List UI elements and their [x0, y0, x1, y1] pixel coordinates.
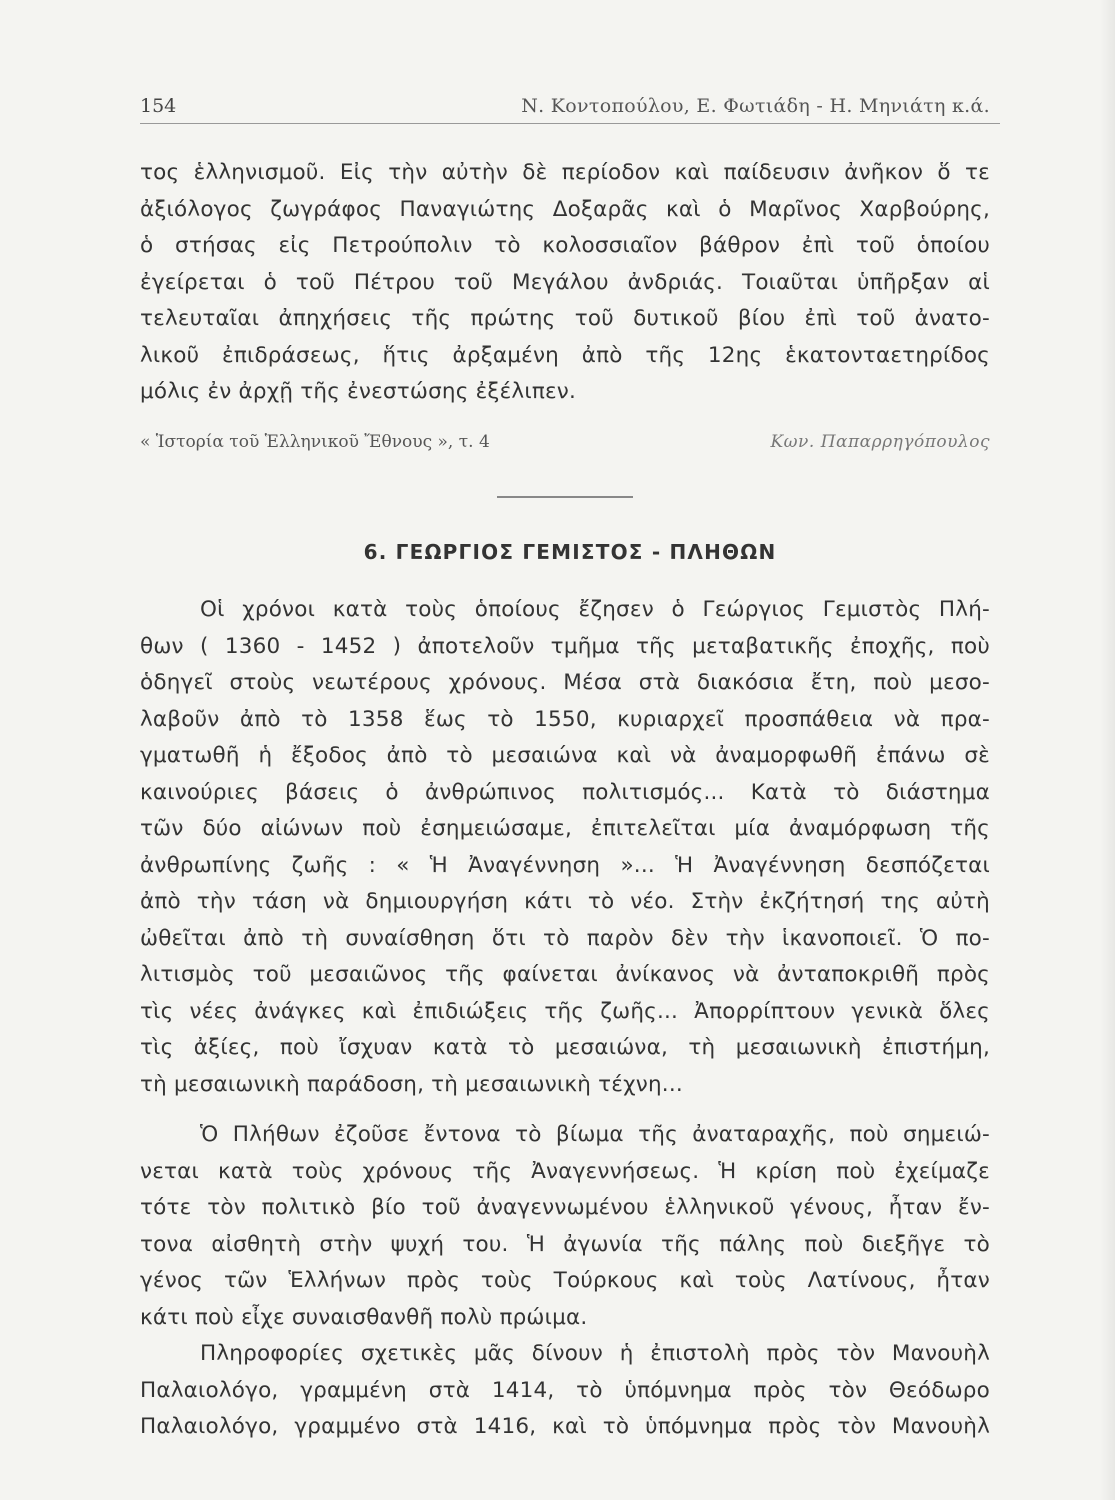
text-line: τος ἑλληνισμοῦ. Εἰς τὴν αὐτὴν δὲ περίοδον καὶ παίδευσιν ἀνῆκον ὅ τε — [140, 160, 990, 185]
text-line: τελευταῖαι ἀπηχήσεις τῆς πρώτης τοῦ δυτικοῦ βίου ἐπὶ τοῦ ἀνατο- — [140, 306, 990, 331]
text-line: λαβοῦν ἀπὸ τὸ 1358 ἕως τὸ 1550, κυριαρχεῖ προσπάθεια νὰ πρα- — [140, 706, 990, 732]
running-head: Ν. Κοντοπούλου, Ε. Φωτιάδη - Η. Μηνιάτη κ.ά. — [521, 95, 990, 117]
text-line: ἀνθρωπίνης ζωῆς : « Ἡ Ἀναγέννηση »... Ἡ Ἀναγέννηση δεσπόζεται — [140, 852, 990, 878]
paragraph-1 — [140, 592, 990, 1103]
text-line: Παλαιολόγο, γραμμένη στὰ 1414, τὸ ὑπόμνημα πρὸς τὸν Θεόδωρο — [140, 1377, 990, 1403]
section-title: 6. ΓΕΩΡΓΙΟΣ ΓΕΜΙΣΤΟΣ - ΠΛΗΘΩΝ — [363, 540, 777, 564]
text-line: γένος τῶν Ἑλλήνων πρὸς τοὺς Τούρκους καὶ τοὺς Λατίνους, ἦταν — [140, 1268, 990, 1293]
text-line: λιτισμὸς τοῦ μεσαιῶνος τῆς φαίνεται ἀνίκανος νὰ ἀνταποκριθῆ πρὸς — [140, 962, 990, 987]
text-line: καινούριες βάσεις ὁ ἀνθρώπινος πολιτισμός... Κατὰ τὸ διάστημα — [140, 779, 990, 805]
text-line: Πληροφορίες σχετικὲς μᾶς δίνουν ἡ ἐπιστολὴ πρὸς τὸν Μανουὴλ — [200, 1341, 990, 1366]
text-line: ὠθεῖται ἀπὸ τὴ συναίσθηση ὅτι τὸ παρὸν δὲν τὴν ἱκανοποιεῖ. Ὁ πο- — [140, 925, 990, 951]
excerpt-quote — [140, 155, 990, 411]
text-line: κάτι ποὺ εἶχε συναισθανθῆ πολὺ πρώιμα. — [140, 1304, 588, 1330]
text-line: ἐγείρεται ὁ τοῦ Πέτρου τοῦ Μεγάλου ἀνδριάς. Τοιαῦται ὑπῆρξαν αἱ — [140, 269, 990, 295]
text-line: τῶν δύο αἰώνων ποὺ ἐσημειώσαμε, ἐπιτελεῖται μία ἀναμόρφωση τῆς — [140, 816, 990, 841]
text-line: ἀπὸ τὴν τάση νὰ δημιουργήση κάτι τὸ νέο. Στὴν ἐκζήτησή της αὐτὴ — [140, 889, 990, 914]
text-line: τονα αἰσθητὴ στὴν ψυχή του. Ἡ ἀγωνία τῆς πάλης ποὺ διεξῆγε τὸ — [140, 1231, 990, 1257]
citation-source: « Ἱστορία τοῦ Ἑλληνικοῦ Ἔθνους », τ. 4 — [140, 432, 490, 452]
section-divider — [497, 496, 633, 498]
text-line: τὴ μεσαιωνικὴ παράδοση, τὴ μεσαιωνικὴ τέχνη... — [140, 1071, 683, 1097]
text-line: Ὁ Πλήθων ἐζοῦσε ἔντονα τὸ βίωμα τῆς ἀναταραχῆς, ποὺ σημειώ- — [200, 1122, 990, 1147]
page-header — [140, 95, 990, 131]
text-line: Οἱ χρόνοι κατὰ τοὺς ὁποίους ἔζησεν ὁ Γεώργιος Γεμιστὸς Πλή- — [200, 597, 990, 622]
text-line: θων ( 1360 - 1452 ) ἀποτελοῦν τμῆμα τῆς μεταβατικῆς ἐποχῆς, ποὺ — [140, 633, 990, 659]
text-line: λικοῦ ἐπιδράσεως, ἥτις ἀρξαμένη ἀπὸ τῆς 12ης ἑκατονταετηρίδος — [140, 342, 990, 368]
header-rule — [140, 123, 1000, 124]
page-number: 154 — [140, 95, 177, 117]
citation — [140, 432, 990, 460]
text-line: ὁ στήσας εἰς Πετρούπολιν τὸ κολοσσιαῖον βάθρον ἐπὶ τοῦ ὁποίου — [140, 233, 990, 258]
text-line: τὶς νέες ἀνάγκες καὶ ἐπιδιώξεις τῆς ζωῆς... Ἀπορρίπτουν γενικὰ ὅλες — [140, 998, 990, 1024]
text-line: γματωθῆ ἡ ἔξοδος ἀπὸ τὸ μεσαιώνα καὶ νὰ ἀναμορφωθῆ ἐπάνω σὲ — [140, 743, 990, 768]
text-line: μόλις ἐν ἀρχῇ τῆς ἐνεστώσης ἐξέλιπεν. — [140, 379, 577, 404]
paragraph-3 — [140, 1336, 990, 1446]
citation-author: Κων. Παπαρρηγόπουλος — [770, 432, 990, 452]
page-edge-shadow — [1100, 0, 1115, 1500]
text-line: νεται κατὰ τοὺς χρόνους τῆς Ἀναγεννήσεως. Ἡ κρίση ποὺ ἐχείμαζε — [140, 1158, 990, 1184]
text-line: ὁδηγεῖ στοὺς νεωτέρους χρόνους. Μέσα στὰ διακόσια ἔτη, ποὺ μεσο- — [140, 670, 990, 695]
text-line: ἀξιόλογος ζωγράφος Παναγιώτης Δοξαρᾶς καὶ ὁ Μαρῖνος Χαρβούρης, — [140, 196, 990, 222]
paragraph-2 — [140, 1117, 990, 1336]
text-line: τότε τὸν πολιτικὸ βίο τοῦ ἀναγεννωμένου ἑλληνικοῦ γένους, ἦταν ἔν- — [140, 1195, 990, 1220]
text-line: Παλαιολόγο, γραμμένο στὰ 1416, καὶ τὸ ὑπόμνημα πρὸς τὸν Μανουὴλ — [140, 1414, 990, 1439]
text-line: τὶς ἀξίες, ποὺ ἴσχυαν κατὰ τὸ μεσαιώνα, τὴ μεσαιωνικὴ ἐπιστήμη, — [140, 1035, 990, 1060]
